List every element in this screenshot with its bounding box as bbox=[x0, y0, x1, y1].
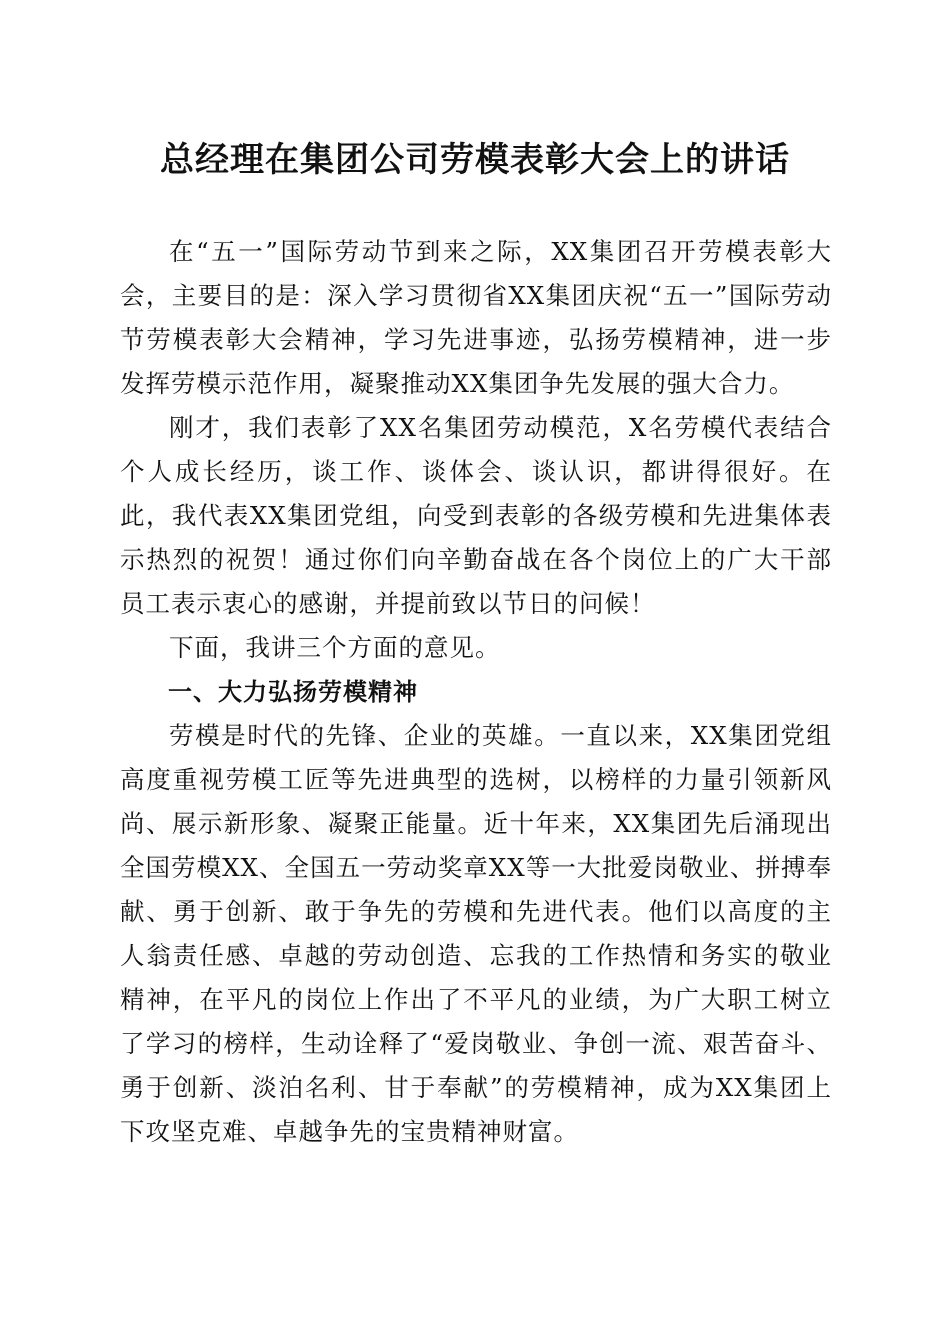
document-title: 总经理在集团公司劳模表彰大会上的讲话 bbox=[160, 140, 790, 180]
paragraph-outline: 下面，我讲三个方面的意见。 bbox=[169, 633, 501, 662]
paragraph-commendation: 刚才，我们表彰了XX名集团劳动模范，X名劳模代表结合个人成长经历，谈工作、谈体会、谈认识，都讲得很好。在此，我代表XX集团党组，向受到表彰的各级劳模和先进集体表示热烈的祝贺！通过你们向辛勤奋战在各个岗位上的广大干部员工表示衷心的感谢，并提前致以节日的问候！ bbox=[120, 413, 832, 618]
document-body bbox=[120, 230, 832, 1154]
paragraph-section-1: 劳模是时代的先锋、企业的英雄。一直以来，XX集团党组高度重视劳模工匠等先进典型的选树，以榜样的力量引领新风尚、展示新形象、凝聚正能量。近十年来，XX集团先后涌现出全国劳模XX、全国五一劳动奖章XX等一大批爱岗敬业、拼搏奉献、勇于创新、敢于争先的劳模和先进代表。他们以高度的主人翁责任感、卓越的劳动创造、忘我的工作热情和务实的敬业精神，在平凡的岗位上作出了不平凡的业绩，为广大职工树立了学习的榜样，生动诠释了“爱岗敬业、争创一流、艰苦奋斗、勇于创新、淡泊名利、甘于奉献”的劳模精神，成为XX集团上下攻坚克难、卓越争先的宝贵精神财富。 bbox=[120, 721, 832, 1146]
section-heading-1: 一、大力弘扬劳模精神 bbox=[168, 678, 418, 706]
paragraph-intro: 在“五一”国际劳动节到来之际，XX集团召开劳模表彰大会，主要目的是：深入学习贯彻省XX集团庆祝“五一”国际劳动节劳模表彰大会精神，学习先进事迹，弘扬劳模精神，进一步发挥劳模示范作用，凝聚推动XX集团争先发展的强大合力。 bbox=[120, 237, 832, 398]
